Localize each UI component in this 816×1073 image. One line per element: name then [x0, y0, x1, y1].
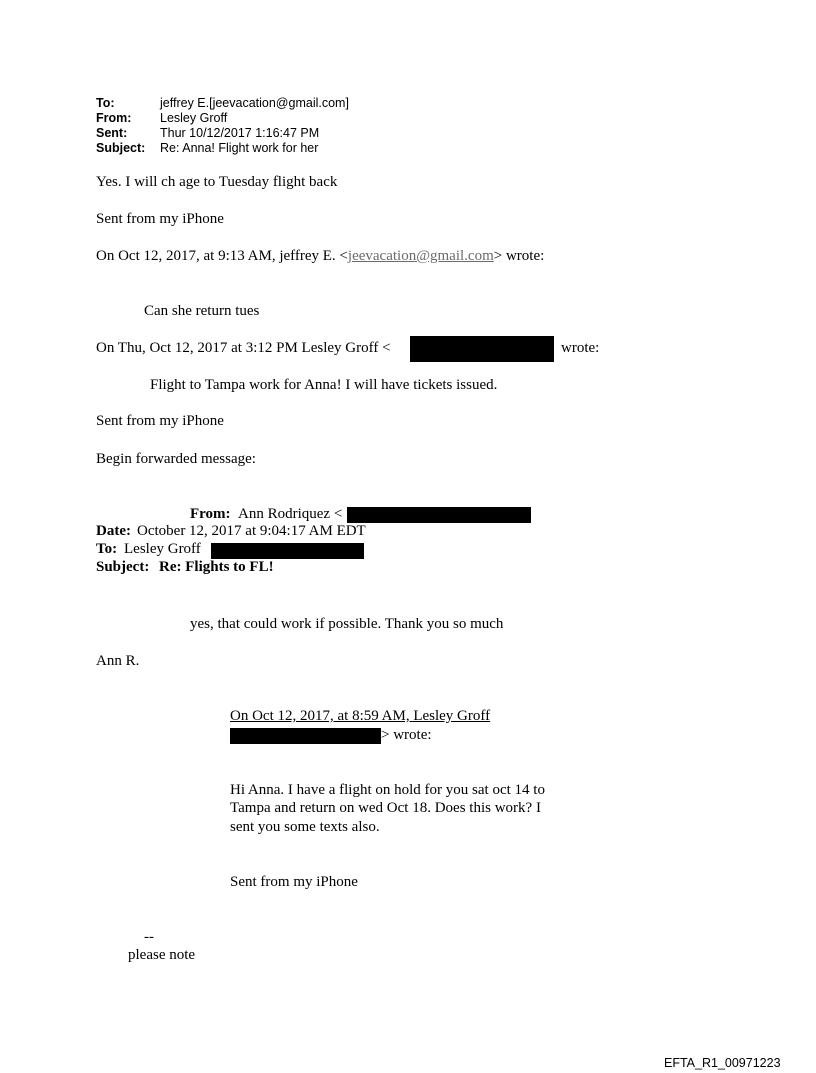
- sent-label: Sent:: [96, 126, 128, 140]
- sent-from-iphone-2: Sent from my iPhone: [96, 413, 224, 429]
- subject-label: Subject:: [96, 141, 146, 155]
- fwd-from-label: From:: [190, 506, 231, 522]
- quoted-para-line-2: Tampa and return on wed Oct 18. Does this work? I: [230, 800, 541, 816]
- signature: Ann R.: [96, 653, 140, 669]
- to-value: jeffrey E.[jeevacation@gmail.com]: [160, 96, 349, 110]
- quoted-on-line: On Oct 12, 2017, at 8:59 AM, Lesley Groff: [230, 708, 491, 724]
- from-label: From:: [96, 111, 132, 125]
- please-note: please note: [128, 947, 196, 963]
- quote-header-1-prefix: On Oct 12, 2017, at 9:13 AM, jeffrey E. <: [96, 248, 348, 264]
- fwd-to-label: To:: [96, 541, 118, 557]
- quote-header-1: [96, 248, 544, 265]
- quote-header-1-suffix: > wrote:: [493, 248, 545, 264]
- quoted-para-line-1: Hi Anna. I have a flight on hold for you sat oct 14 to: [230, 782, 545, 798]
- fwd-date-value: October 12, 2017 at 9:04:17 AM EDT: [137, 523, 366, 539]
- sent-from-iphone: Sent from my iPhone: [96, 211, 224, 227]
- quoted-wrote: > wrote:: [381, 727, 432, 743]
- from-value: Lesley Groff: [160, 111, 228, 125]
- subject-value: Re: Anna! Flight work for her: [160, 141, 319, 155]
- fwd-to-value: Lesley Groff: [124, 541, 201, 557]
- redaction-box: [410, 336, 554, 362]
- fwd-from-value: Ann Rodriquez <: [238, 506, 343, 522]
- email-link[interactable]: jeevacation@gmail.com: [347, 248, 494, 264]
- quote-header-2-prefix: On Thu, Oct 12, 2017 at 3:12 PM Lesley Groff <: [96, 340, 391, 356]
- begin-forwarded: Begin forwarded message:: [96, 451, 256, 467]
- flight-tampa-line: Flight to Tampa work for Anna! I will have tickets issued.: [150, 377, 498, 393]
- quoted-para-line-3: sent you some texts also.: [230, 819, 380, 835]
- fwd-date-label: Date:: [96, 523, 131, 539]
- quoted-sent-from-iphone: Sent from my iPhone: [230, 874, 358, 890]
- to-label: To:: [96, 96, 115, 110]
- quoted-question: Can she return tues: [144, 303, 260, 319]
- signature-separator: --: [144, 929, 154, 945]
- redaction-box: [347, 507, 531, 523]
- forwarded-reply: yes, that could work if possible. Thank you so much: [190, 616, 504, 632]
- quote-header-2-suffix: wrote:: [561, 340, 600, 356]
- reply-line: Yes. I will ch age to Tuesday flight back: [96, 174, 338, 190]
- fwd-subject-value: Re: Flights to FL!: [159, 559, 274, 575]
- page-identifier: EFTA_R1_00971223: [664, 1056, 781, 1070]
- sent-value: Thur 10/12/2017 1:16:47 PM: [160, 126, 320, 140]
- redaction-box: [211, 543, 364, 559]
- redaction-box: [230, 728, 381, 744]
- fwd-subject-label: Subject:: [96, 559, 150, 575]
